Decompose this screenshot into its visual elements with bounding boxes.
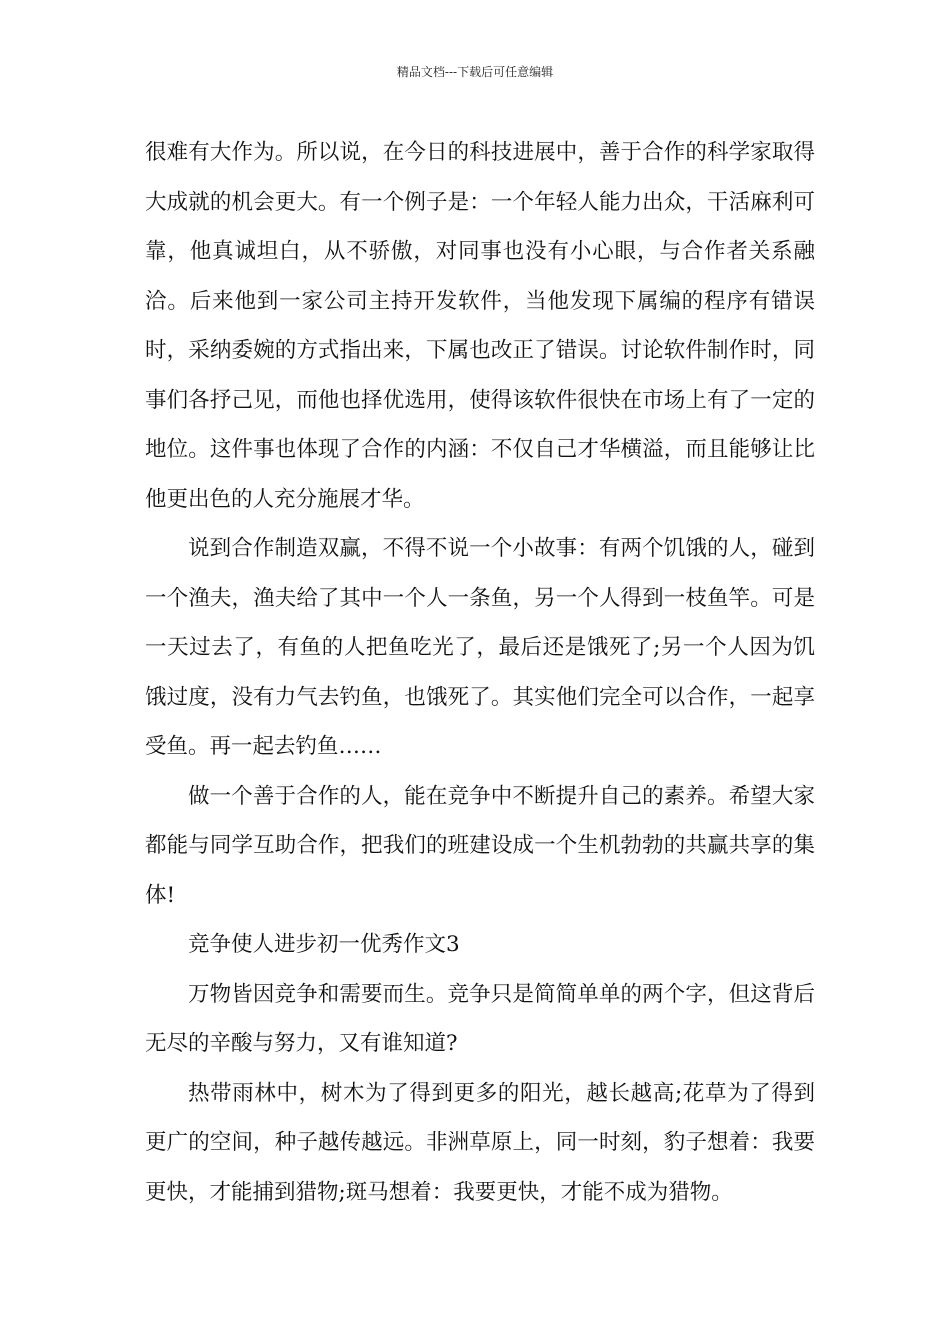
page-header: 精品文档---下载后可任意编辑 bbox=[396, 65, 554, 79]
paragraph-cooperation-story: 说到合作制造双赢，不得不说一个小故事：有两个饥饿的人，碰到一个渔夫，渔夫给了其中一个人一条鱼，另一个人得到一枝鱼竿。可是一天过去了，有鱼的人把鱼吃光了，最后还是饿死了;另一个人因为饥饿过度，没有力气去钓鱼，也饿死了。其实他们完全可以合作，一起享受鱼。再一起去钓鱼…… bbox=[145, 536, 815, 759]
paragraph-nature-examples: 热带雨林中，树木为了得到更多的阳光，越长越高;花草为了得到更广的空间，种子越传越远。非洲草原上，同一时刻，豹子想着：我要更快，才能捕到猎物;斑马想着：我要更快，才能不成为猎物。 bbox=[145, 1080, 815, 1205]
document-body bbox=[145, 128, 815, 1217]
paragraph-conclusion: 做一个善于合作的人，能在竞争中不断提升自己的素养。希望大家都能与同学互助合作，把我们的班建设成一个生机勃勃的共赢共享的集体! bbox=[145, 783, 815, 908]
essay-title: 竞争使人进步初一优秀作文3 bbox=[188, 932, 460, 957]
paragraph-continuation: 很难有大作为。所以说，在今日的科技进展中，善于合作的科学家取得大成就的机会更大。有一个例子是：一个年轻人能力出众，干活麻利可靠，他真诚坦白，从不骄傲，对同事也没有小心眼，与合作者关系融洽。后来他到一家公司主持开发软件，当他发现下属编的程序有错误时，采纳委婉的方式指出来，下属也改正了错误。讨论软件制作时，同事们各抒己见，而他也择优选用，使得该软件很快在市场上有了一定的地位。这件事也体现了合作的内涵：不仅自己才华横溢，而且能够让比他更出色的人充分施展才华。 bbox=[145, 140, 815, 512]
paragraph-competition-intro: 万物皆因竞争和需要而生。竞争只是简简单单的两个字，但这背后无尽的辛酸与努力，又有谁知道? bbox=[145, 981, 815, 1056]
